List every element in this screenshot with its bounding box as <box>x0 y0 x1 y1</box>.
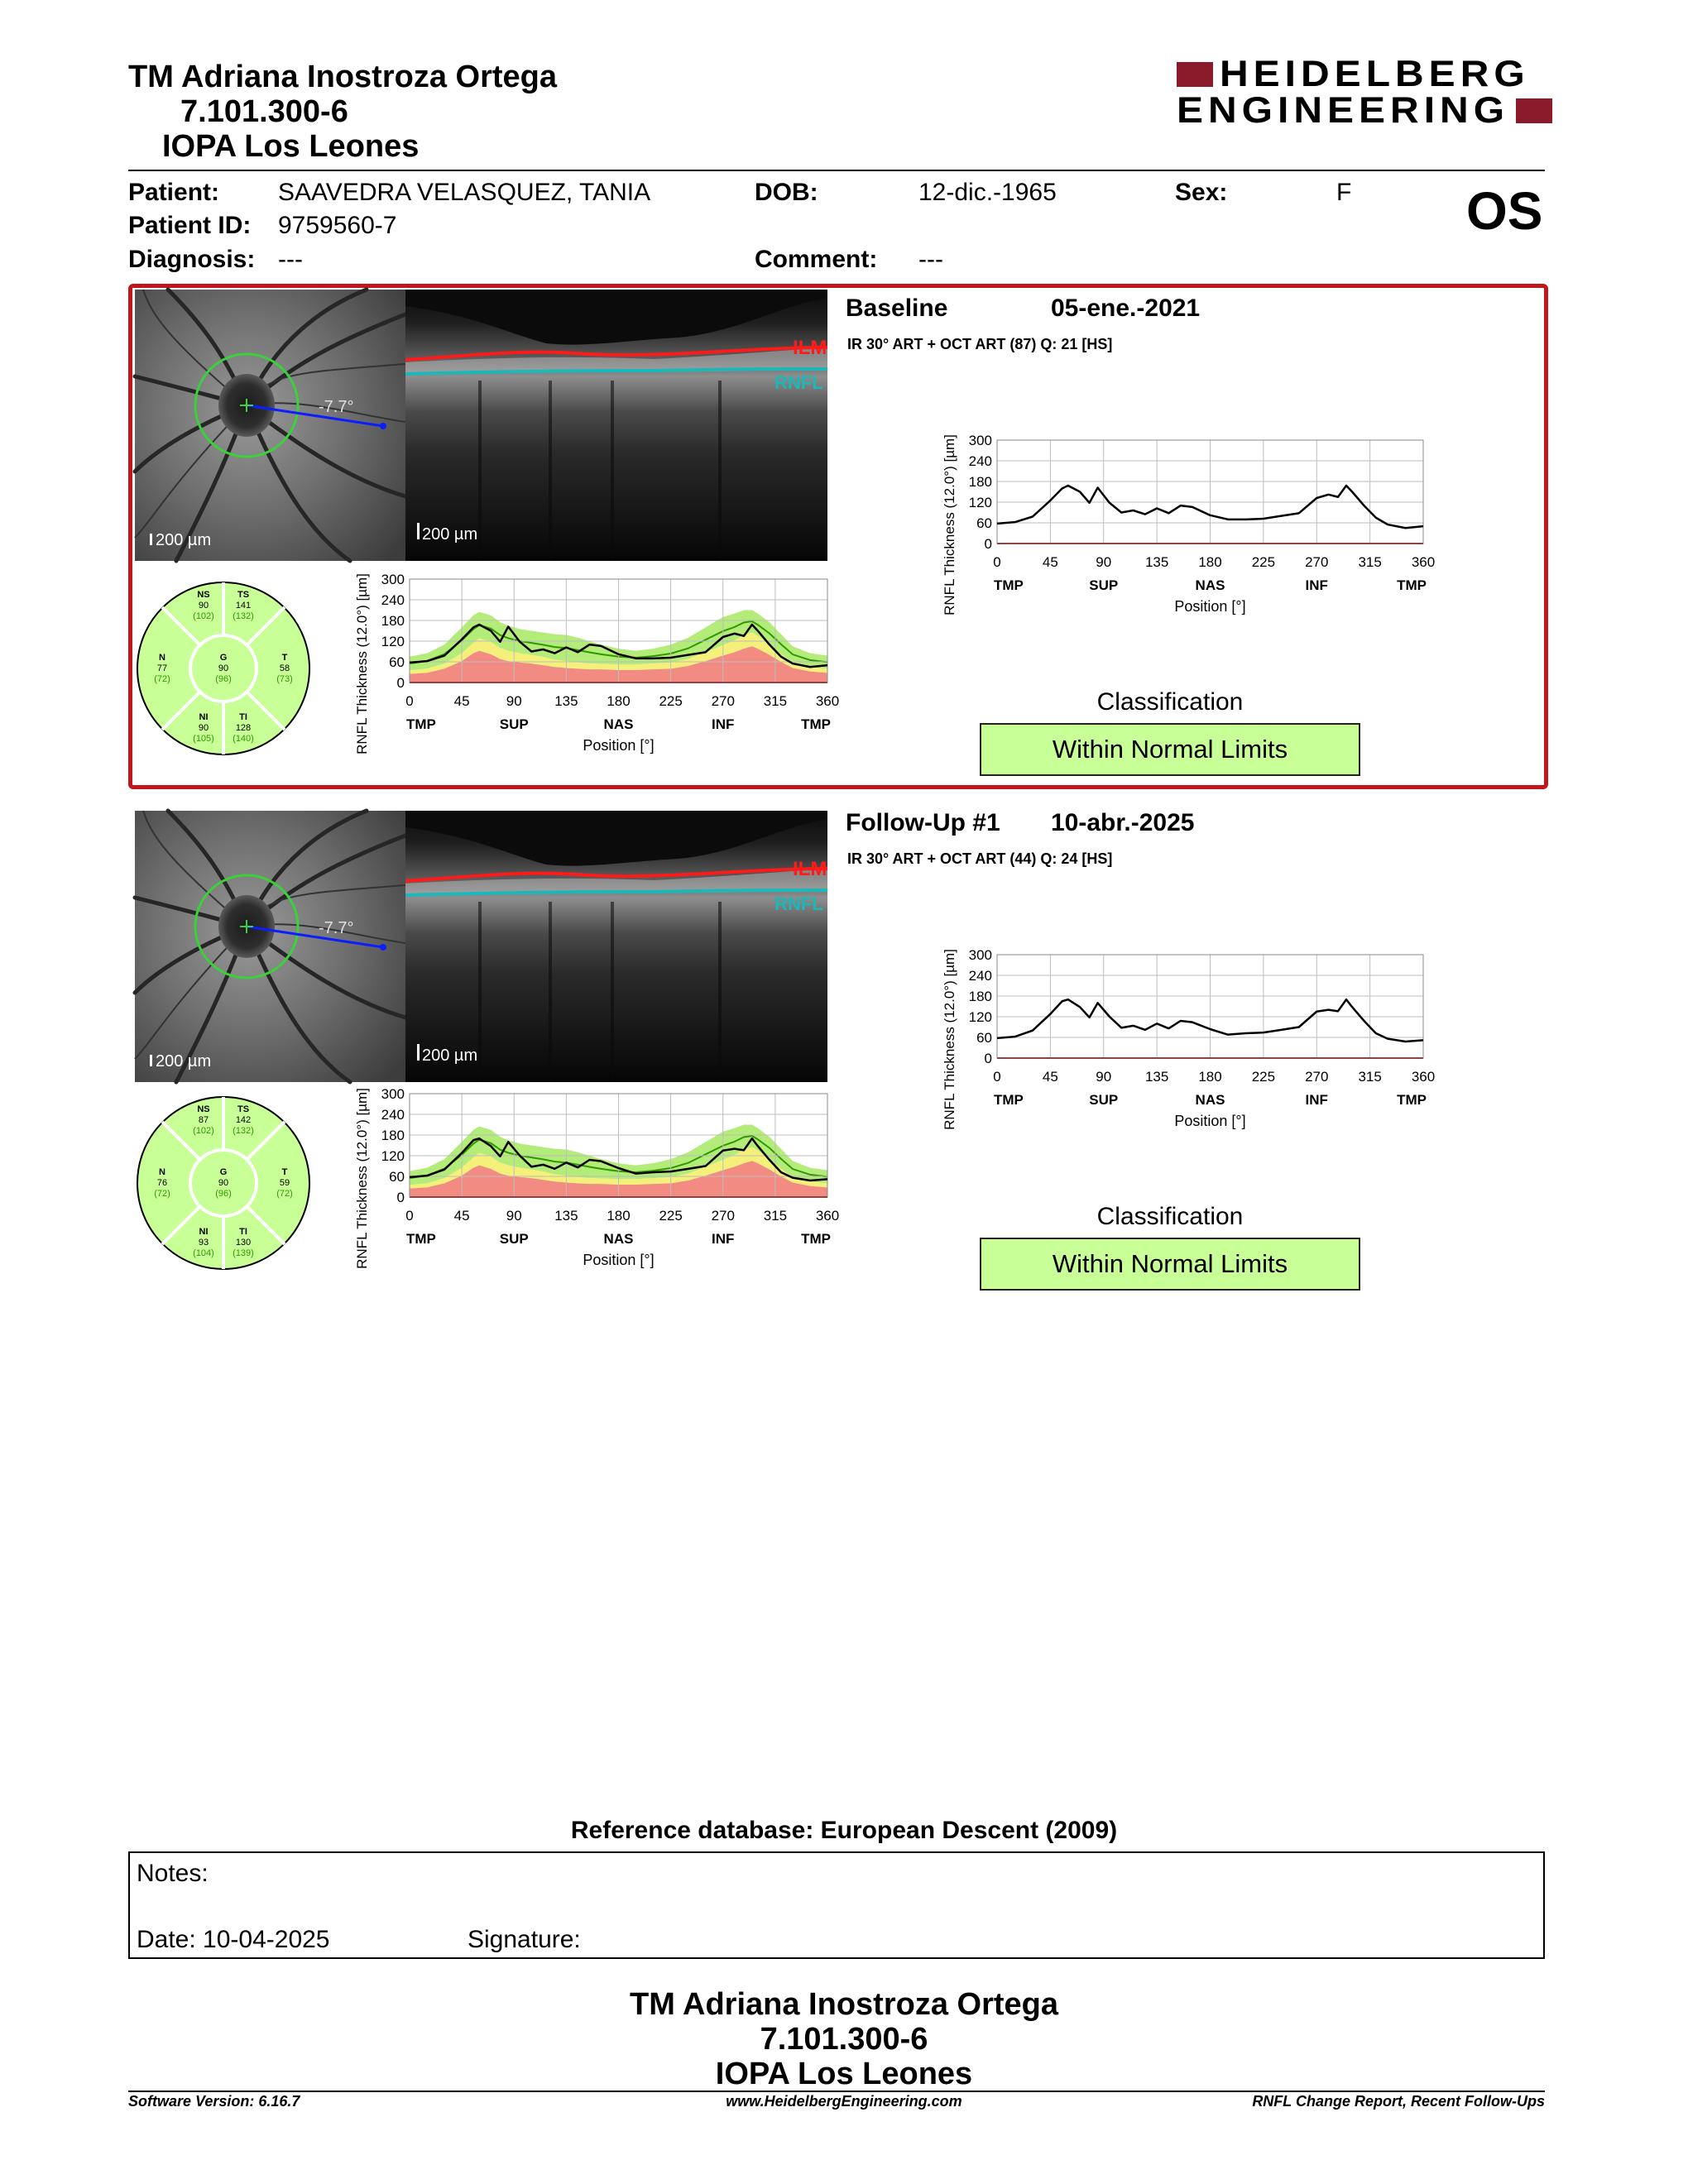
y-axis-label: RNFL Thickness (12.0°) [µm] <box>942 949 957 1130</box>
x-tick-label: 135 <box>554 693 578 709</box>
x-tick-label: 90 <box>506 693 522 709</box>
sector-ti-value: 130 <box>235 1238 252 1248</box>
x-tick-label: 90 <box>1096 554 1112 570</box>
sector-g-value: 90 <box>218 663 229 673</box>
x-tick-label: 45 <box>453 693 470 709</box>
region-tick-label: INF <box>1305 1092 1328 1108</box>
region-tick-label: NAS <box>603 1231 634 1247</box>
baseline-title: Baseline <box>846 295 948 322</box>
sector-ns-label: NS <box>197 1104 210 1114</box>
x-tick-label: 315 <box>1358 1069 1382 1085</box>
x-tick-label: 45 <box>1042 1069 1058 1085</box>
footer-clinic-site: IOPA Los Leones <box>715 2057 973 2091</box>
baseline-scan-info: IR 30° ART + OCT ART (87) Q: 21 [HS] <box>847 336 1113 352</box>
footer-clinic-id: 7.101.300-6 <box>760 2022 928 2057</box>
sector-ti-label: TI <box>239 1227 247 1237</box>
sex-value: F <box>1336 179 1352 206</box>
sector-ni-label: NI <box>199 1227 209 1237</box>
region-tick-label: SUP <box>499 1231 529 1247</box>
followup-scan-info: IR 30° ART + OCT ART (44) Q: 24 [HS] <box>847 850 1113 867</box>
patient-id-value: 9759560-7 <box>278 212 397 239</box>
region-tick-label: NAS <box>1195 577 1225 593</box>
sector-ts-value: 141 <box>235 601 252 611</box>
region-tick-label: TMP <box>801 716 831 732</box>
notes-label: Notes: <box>137 1860 209 1887</box>
sector-ni-value: 93 <box>198 1238 209 1248</box>
followup-sector-diagram <box>134 1094 313 1272</box>
x-tick-label: 0 <box>405 1208 414 1224</box>
x-axis-label: Position [°] <box>1174 1113 1246 1129</box>
x-tick-label: 360 <box>815 693 840 709</box>
sector-ts-label: TS <box>237 1104 250 1114</box>
sector-ns-ref: (102) <box>193 1126 214 1136</box>
x-tick-label: 135 <box>1144 554 1169 570</box>
sector-ti-ref: (140) <box>233 734 254 744</box>
y-tick-label: 60 <box>389 654 405 670</box>
x-tick-label: 0 <box>993 1069 1001 1085</box>
ilm-label: ILM <box>793 858 827 880</box>
y-tick-label: 0 <box>984 1051 992 1066</box>
date-label: Date: 10-04-2025 <box>137 1926 330 1953</box>
x-tick-label: 315 <box>763 1208 788 1224</box>
y-tick-label: 300 <box>381 1086 405 1102</box>
angle-label: -7.7° <box>319 398 354 416</box>
sex-label: Sex: <box>1175 179 1228 206</box>
x-tick-label: 0 <box>993 554 1001 570</box>
sector-ti-value: 128 <box>235 723 252 733</box>
website[interactable]: www.HeidelbergEngineering.com <box>726 2093 962 2110</box>
software-version: Software Version: 6.16.7 <box>128 2093 300 2110</box>
region-tick-label: INF <box>712 716 735 732</box>
dob-value: 12-dic.-1965 <box>918 179 1057 206</box>
sector-t-value: 58 <box>279 663 290 673</box>
sector-ns-label: NS <box>197 590 210 600</box>
fundus-scale-label: 200 µm <box>156 1052 212 1070</box>
x-tick-label: 225 <box>659 693 683 709</box>
y-axis-label: RNFL Thickness (12.0°) [µm] <box>354 573 370 754</box>
x-tick-label: 225 <box>659 1208 683 1224</box>
x-tick-label: 135 <box>1144 1069 1169 1085</box>
x-tick-label: 315 <box>1358 554 1382 570</box>
sector-ni-label: NI <box>199 712 209 722</box>
sector-n-value: 76 <box>156 1178 168 1188</box>
x-tick-label: 180 <box>607 1208 631 1224</box>
rnfl-label: RNFL <box>774 893 823 914</box>
sector-g-ref: (96) <box>215 674 232 684</box>
footer-clinic-name: TM Adriana Inostroza Ortega <box>630 1987 1058 2022</box>
x-tick-label: 180 <box>1198 1069 1222 1085</box>
patient-value: SAAVEDRA VELASQUEZ, TANIA <box>278 179 651 206</box>
y-tick-label: 240 <box>381 592 405 608</box>
x-tick-label: 270 <box>1305 1069 1329 1085</box>
x-tick-label: 360 <box>1411 554 1436 570</box>
sector-ts-ref: (132) <box>233 611 254 621</box>
x-tick-label: 0 <box>405 693 414 709</box>
y-tick-label: 120 <box>381 634 405 649</box>
region-tick-label: SUP <box>1089 1092 1119 1108</box>
sector-ts-value: 142 <box>235 1115 252 1125</box>
sector-t-ref: (72) <box>276 1189 293 1199</box>
region-tick-label: SUP <box>499 716 529 732</box>
x-tick-label: 135 <box>554 1208 578 1224</box>
y-tick-label: 300 <box>968 433 992 448</box>
followup-classification-result: Within Normal Limits <box>980 1238 1360 1291</box>
baseline-fundus-image <box>135 290 405 561</box>
y-tick-label: 180 <box>968 989 992 1004</box>
clinic-name: TM Adriana Inostroza Ortega <box>128 60 557 94</box>
y-tick-label: 300 <box>381 572 405 587</box>
x-tick-label: 270 <box>711 693 735 709</box>
y-tick-label: 180 <box>381 1128 405 1143</box>
sector-t-value: 59 <box>279 1178 290 1188</box>
x-tick-label: 225 <box>1251 1069 1276 1085</box>
reference-database: Reference database: European Descent (2009) <box>570 1817 1118 1844</box>
baseline-profile-chart <box>918 430 1436 654</box>
clinic-id: 7.101.300-6 <box>180 94 348 129</box>
sector-ti-ref: (139) <box>233 1248 254 1258</box>
bscan-scale-label: 200 µm <box>422 1046 478 1065</box>
y-tick-label: 240 <box>968 453 992 469</box>
dob-label: DOB: <box>755 179 818 206</box>
clinic-site: IOPA Los Leones <box>162 129 420 164</box>
comment-value: --- <box>918 246 943 273</box>
y-axis-label: RNFL Thickness (12.0°) [µm] <box>942 434 957 615</box>
diagnosis-value: --- <box>278 246 303 273</box>
angle-label: -7.7° <box>319 919 354 937</box>
y-tick-label: 60 <box>976 515 992 531</box>
x-tick-label: 90 <box>1096 1069 1112 1085</box>
region-tick-label: NAS <box>1195 1092 1225 1108</box>
sector-n-ref: (72) <box>154 1189 170 1199</box>
logo-line-2: ENGINEERING <box>1177 90 1510 131</box>
sector-g-label: G <box>219 1167 228 1177</box>
region-tick-label: TMP <box>994 577 1024 593</box>
y-tick-label: 0 <box>396 675 405 691</box>
y-tick-label: 120 <box>381 1148 405 1164</box>
baseline-classification-title: Classification <box>1096 688 1244 716</box>
sector-n-label: N <box>159 653 165 663</box>
y-tick-label: 300 <box>968 947 992 963</box>
y-tick-label: 240 <box>381 1107 405 1123</box>
footer-rule <box>128 2091 1545 2092</box>
region-tick-label: TMP <box>1397 577 1427 593</box>
x-tick-label: 270 <box>1305 554 1329 570</box>
x-tick-label: 90 <box>506 1208 522 1224</box>
y-tick-label: 180 <box>381 613 405 629</box>
x-tick-label: 315 <box>763 693 788 709</box>
patient-id-label: Patient ID: <box>128 212 252 239</box>
followup-profile-chart <box>918 945 1436 1168</box>
x-tick-label: 45 <box>1042 554 1058 570</box>
sector-ni-ref: (105) <box>193 734 214 744</box>
x-tick-label: 360 <box>815 1208 840 1224</box>
signature-label: Signature: <box>468 1926 581 1953</box>
sector-g-label: G <box>219 653 228 663</box>
x-axis-label: Position [°] <box>583 1252 655 1268</box>
region-tick-label: INF <box>712 1231 735 1247</box>
followup-classification-title: Classification <box>1096 1203 1244 1230</box>
sector-ns-ref: (102) <box>193 611 214 621</box>
x-axis-label: Position [°] <box>583 737 655 754</box>
followup-normative-chart <box>331 1084 840 1291</box>
logo-line-1: HEIDELBERG <box>1220 54 1530 94</box>
eye-label: OS <box>1466 181 1543 241</box>
sector-n-label: N <box>159 1167 165 1177</box>
report-type: RNFL Change Report, Recent Follow-Ups <box>1252 2093 1545 2110</box>
sector-t-label: T <box>281 653 288 663</box>
sector-ni-value: 90 <box>198 723 209 733</box>
y-tick-label: 180 <box>968 474 992 490</box>
y-axis-label: RNFL Thickness (12.0°) [µm] <box>354 1088 370 1269</box>
logo-square-icon <box>1177 62 1213 87</box>
followup-bscan-image <box>405 811 827 1082</box>
x-tick-label: 360 <box>1411 1069 1436 1085</box>
fundus-svg <box>135 811 405 1082</box>
sector-g-value: 90 <box>218 1178 229 1188</box>
x-tick-label: 45 <box>453 1208 470 1224</box>
region-tick-label: TMP <box>994 1092 1024 1108</box>
baseline-classification-result: Within Normal Limits <box>980 723 1360 776</box>
x-axis-label: Position [°] <box>1174 598 1246 615</box>
region-tick-label: TMP <box>406 1231 436 1247</box>
baseline-date: 05-ene.-2021 <box>1051 295 1201 322</box>
rnfl-label: RNFL <box>774 372 823 393</box>
baseline-bscan-image <box>405 290 827 561</box>
fundus-svg <box>135 290 405 561</box>
sector-ts-ref: (132) <box>233 1126 254 1136</box>
patient-label: Patient: <box>128 179 220 206</box>
x-tick-label: 270 <box>711 1208 735 1224</box>
region-tick-label: INF <box>1305 577 1328 593</box>
region-tick-label: TMP <box>406 716 436 732</box>
bscan-svg <box>405 290 827 561</box>
y-tick-label: 120 <box>968 495 992 510</box>
region-tick-label: TMP <box>801 1231 831 1247</box>
followup-title: Follow-Up #1 <box>846 809 1000 836</box>
x-tick-label: 225 <box>1251 554 1276 570</box>
region-tick-label: NAS <box>603 716 634 732</box>
y-tick-label: 120 <box>968 1009 992 1025</box>
logo-square-icon <box>1516 98 1552 123</box>
baseline-normative-chart <box>331 569 840 776</box>
region-tick-label: SUP <box>1089 577 1119 593</box>
comment-label: Comment: <box>755 246 878 273</box>
sector-ts-label: TS <box>237 590 250 600</box>
sector-ns-value: 87 <box>198 1115 209 1125</box>
x-tick-label: 180 <box>1198 554 1222 570</box>
y-tick-label: 60 <box>976 1030 992 1046</box>
y-tick-label: 0 <box>396 1190 405 1205</box>
sector-ni-ref: (104) <box>193 1248 214 1258</box>
notes-box[interactable] <box>128 1851 1545 1959</box>
sector-g-ref: (96) <box>215 1189 232 1199</box>
ilm-label: ILM <box>793 337 827 359</box>
sector-ti-label: TI <box>239 712 247 722</box>
fundus-scale-label: 200 µm <box>156 531 212 549</box>
header-rule <box>128 170 1545 171</box>
region-tick-label: TMP <box>1397 1092 1427 1108</box>
baseline-sector-diagram <box>134 579 313 758</box>
followup-fundus-image <box>135 811 405 1082</box>
followup-date: 10-abr.-2025 <box>1051 809 1195 836</box>
bscan-svg <box>405 811 827 1082</box>
sector-t-ref: (73) <box>276 674 293 684</box>
sector-t-label: T <box>281 1167 288 1177</box>
x-tick-label: 180 <box>607 693 631 709</box>
y-tick-label: 0 <box>984 536 992 552</box>
bscan-scale-label: 200 µm <box>422 525 478 544</box>
sector-n-value: 77 <box>156 663 168 673</box>
y-tick-label: 240 <box>968 968 992 984</box>
sector-n-ref: (72) <box>154 674 170 684</box>
sector-ns-value: 90 <box>198 601 209 611</box>
y-tick-label: 60 <box>389 1169 405 1185</box>
diagnosis-label: Diagnosis: <box>128 246 256 273</box>
